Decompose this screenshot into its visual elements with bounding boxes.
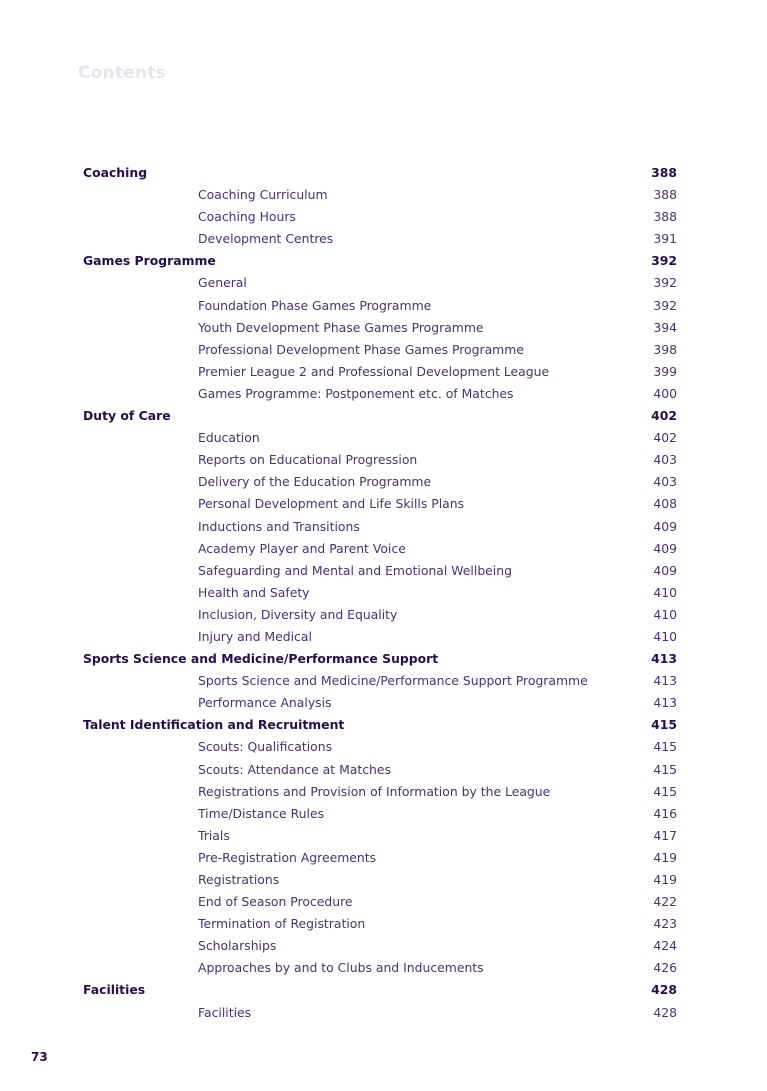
toc-entry-page: 409	[653, 518, 677, 534]
toc-entry-label: Inclusion, Diversity and Equality	[198, 606, 398, 622]
toc-entry[interactable]	[83, 891, 677, 913]
toc-entry[interactable]	[83, 206, 677, 228]
toc-entry[interactable]	[83, 692, 677, 714]
toc-entry-label: Injury and Medical	[198, 628, 312, 644]
toc-entry-page: 415	[651, 717, 677, 733]
toc-entry-page: 409	[653, 562, 677, 578]
toc-entry-page: 398	[653, 341, 677, 357]
toc-entry-page: 423	[653, 916, 677, 932]
toc-entry[interactable]	[83, 935, 677, 957]
toc-entry[interactable]	[83, 781, 677, 803]
toc-entry-label: Foundation Phase Games Programme	[198, 297, 432, 313]
toc-entry-label: Facilities	[198, 1004, 252, 1020]
toc-entry-page: 391	[653, 231, 677, 247]
toc-entry[interactable]	[83, 295, 677, 317]
toc-entry-label: Premier League 2 and Professional Development League	[198, 363, 550, 379]
toc-entry-label: Scholarships	[198, 938, 277, 954]
toc-entry-label: Pre-Registration Agreements	[198, 849, 377, 865]
toc-entry-page: 388	[653, 209, 677, 225]
toc-entry-label: Professional Development Phase Games Programme	[198, 341, 524, 357]
toc-entry-label: Inductions and Transitions	[198, 518, 360, 534]
toc-entry-page: 413	[653, 695, 677, 711]
toc-entry[interactable]	[83, 272, 677, 294]
toc-entry[interactable]	[83, 361, 677, 383]
toc-entry[interactable]	[83, 493, 677, 515]
toc-entry-label: Games Programme: Postponement etc. of Matches	[198, 385, 514, 401]
toc-entry-page: 413	[653, 673, 677, 689]
toc-entry-label: Coaching Hours	[198, 209, 296, 225]
toc-entry-page: 419	[653, 872, 677, 887]
toc-entry[interactable]	[83, 869, 677, 891]
toc-entry-page: 422	[653, 894, 677, 910]
toc-entry-label: Delivery of the Education Programme	[198, 474, 432, 490]
toc-entry[interactable]	[83, 626, 677, 648]
toc-entry[interactable]	[83, 736, 677, 758]
toc-entry[interactable]	[83, 913, 677, 935]
toc-entry-page: 419	[653, 849, 677, 865]
toc-entry-label: Development Centres	[198, 231, 334, 247]
toc-section[interactable]	[83, 405, 677, 427]
toc-entry-page: 399	[653, 363, 677, 379]
table-of-contents	[83, 162, 677, 1024]
toc-entry-page: 392	[651, 253, 677, 269]
toc-entry-label: Scouts: Attendance at Matches	[198, 761, 391, 777]
toc-entry-page: 402	[653, 430, 677, 446]
toc-entry[interactable]	[83, 538, 677, 560]
page-title: Contents	[78, 63, 166, 83]
toc-entry-page: 426	[653, 960, 677, 976]
toc-entry[interactable]	[83, 825, 677, 847]
toc-entry-page: 417	[653, 827, 677, 843]
toc-entry-label: Personal Development and Life Skills Plans	[198, 496, 465, 512]
toc-entry-label: Youth Development Phase Games Programme	[198, 319, 484, 335]
toc-entry-label: Time/Distance Rules	[198, 805, 325, 821]
toc-entry-page: 388	[653, 187, 677, 203]
toc-entry[interactable]	[83, 471, 677, 493]
toc-entry-page: 403	[653, 474, 677, 490]
toc-entry-label: Games Programme	[83, 253, 216, 269]
toc-entry-label: Reports on Educational Progression	[198, 452, 418, 468]
toc-entry-page: 410	[653, 628, 677, 644]
toc-section[interactable]	[83, 714, 677, 736]
page-number: 73	[31, 1050, 48, 1064]
toc-entry-label: Talent Identification and Recruitment	[83, 717, 345, 733]
toc-entry-page: 392	[653, 297, 677, 313]
toc-entry-label: Education	[198, 430, 260, 446]
toc-entry-label: Registrations and Provision of Information by the League	[198, 783, 551, 799]
toc-entry[interactable]	[83, 427, 677, 449]
toc-entry[interactable]	[83, 803, 677, 825]
toc-entry[interactable]	[83, 582, 677, 604]
toc-entry[interactable]	[83, 759, 677, 781]
toc-entry[interactable]	[83, 560, 677, 582]
toc-section[interactable]	[83, 162, 677, 184]
toc-entry-page: 408	[653, 496, 677, 512]
toc-entry-label: Scouts: Qualifications	[198, 739, 333, 755]
toc-entry-label: Duty of Care	[83, 408, 171, 424]
toc-entry-label: End of Season Procedure	[198, 894, 353, 910]
toc-entry-label: Registrations	[198, 872, 280, 887]
toc-entry-page: 428	[653, 1004, 677, 1020]
toc-entry-page: 416	[653, 805, 677, 821]
toc-entry[interactable]	[83, 847, 677, 869]
toc-entry-label: Sports Science and Medicine/Performance Support	[83, 651, 439, 667]
toc-entry-label: Approaches by and to Clubs and Inducements	[198, 960, 484, 976]
toc-entry[interactable]	[83, 670, 677, 692]
toc-entry-page: 400	[653, 385, 677, 401]
toc-section[interactable]	[83, 648, 677, 670]
toc-entry-label: Academy Player and Parent Voice	[198, 540, 406, 556]
toc-section[interactable]	[83, 979, 677, 1001]
toc-entry-page: 394	[653, 319, 677, 335]
toc-entry[interactable]	[83, 516, 677, 538]
toc-entry-label: General	[198, 275, 247, 291]
toc-entry-page: 388	[651, 165, 677, 180]
toc-entry-page: 415	[653, 761, 677, 777]
toc-entry-page: 403	[653, 452, 677, 468]
toc-entry-page: 409	[653, 540, 677, 556]
toc-entry[interactable]	[83, 339, 677, 361]
toc-entry-page: 410	[653, 584, 677, 600]
toc-entry-label: Coaching Curriculum	[198, 187, 328, 203]
toc-section[interactable]	[83, 250, 677, 272]
toc-entry-page: 424	[653, 938, 677, 954]
toc-entry[interactable]	[83, 449, 677, 471]
toc-entry-label: Performance Analysis	[198, 695, 332, 711]
toc-entry-page: 392	[653, 275, 677, 291]
toc-entry-page: 415	[653, 783, 677, 799]
toc-entry-label: Trials	[198, 827, 230, 843]
toc-entry-page: 410	[653, 606, 677, 622]
toc-entry[interactable]	[83, 604, 677, 626]
toc-entry[interactable]	[83, 383, 677, 405]
toc-entry-page: 428	[651, 982, 677, 998]
toc-entry-label: Facilities	[83, 982, 146, 998]
toc-entry-label: Safeguarding and Mental and Emotional Wellbeing	[198, 562, 512, 578]
toc-entry[interactable]	[83, 957, 677, 979]
toc-entry-label: Sports Science and Medicine/Performance Support Programme	[198, 673, 588, 689]
toc-entry-page: 413	[651, 651, 677, 667]
toc-entry-label: Termination of Registration	[198, 916, 366, 932]
toc-entry[interactable]	[83, 1002, 677, 1024]
toc-entry-page: 415	[653, 739, 677, 755]
toc-entry[interactable]	[83, 317, 677, 339]
toc-entry-page: 402	[651, 408, 677, 424]
toc-entry-label: Health and Safety	[198, 584, 310, 600]
toc-entry[interactable]	[83, 228, 677, 250]
toc-entry-label: Coaching	[83, 165, 148, 180]
toc-entry[interactable]	[83, 184, 677, 206]
